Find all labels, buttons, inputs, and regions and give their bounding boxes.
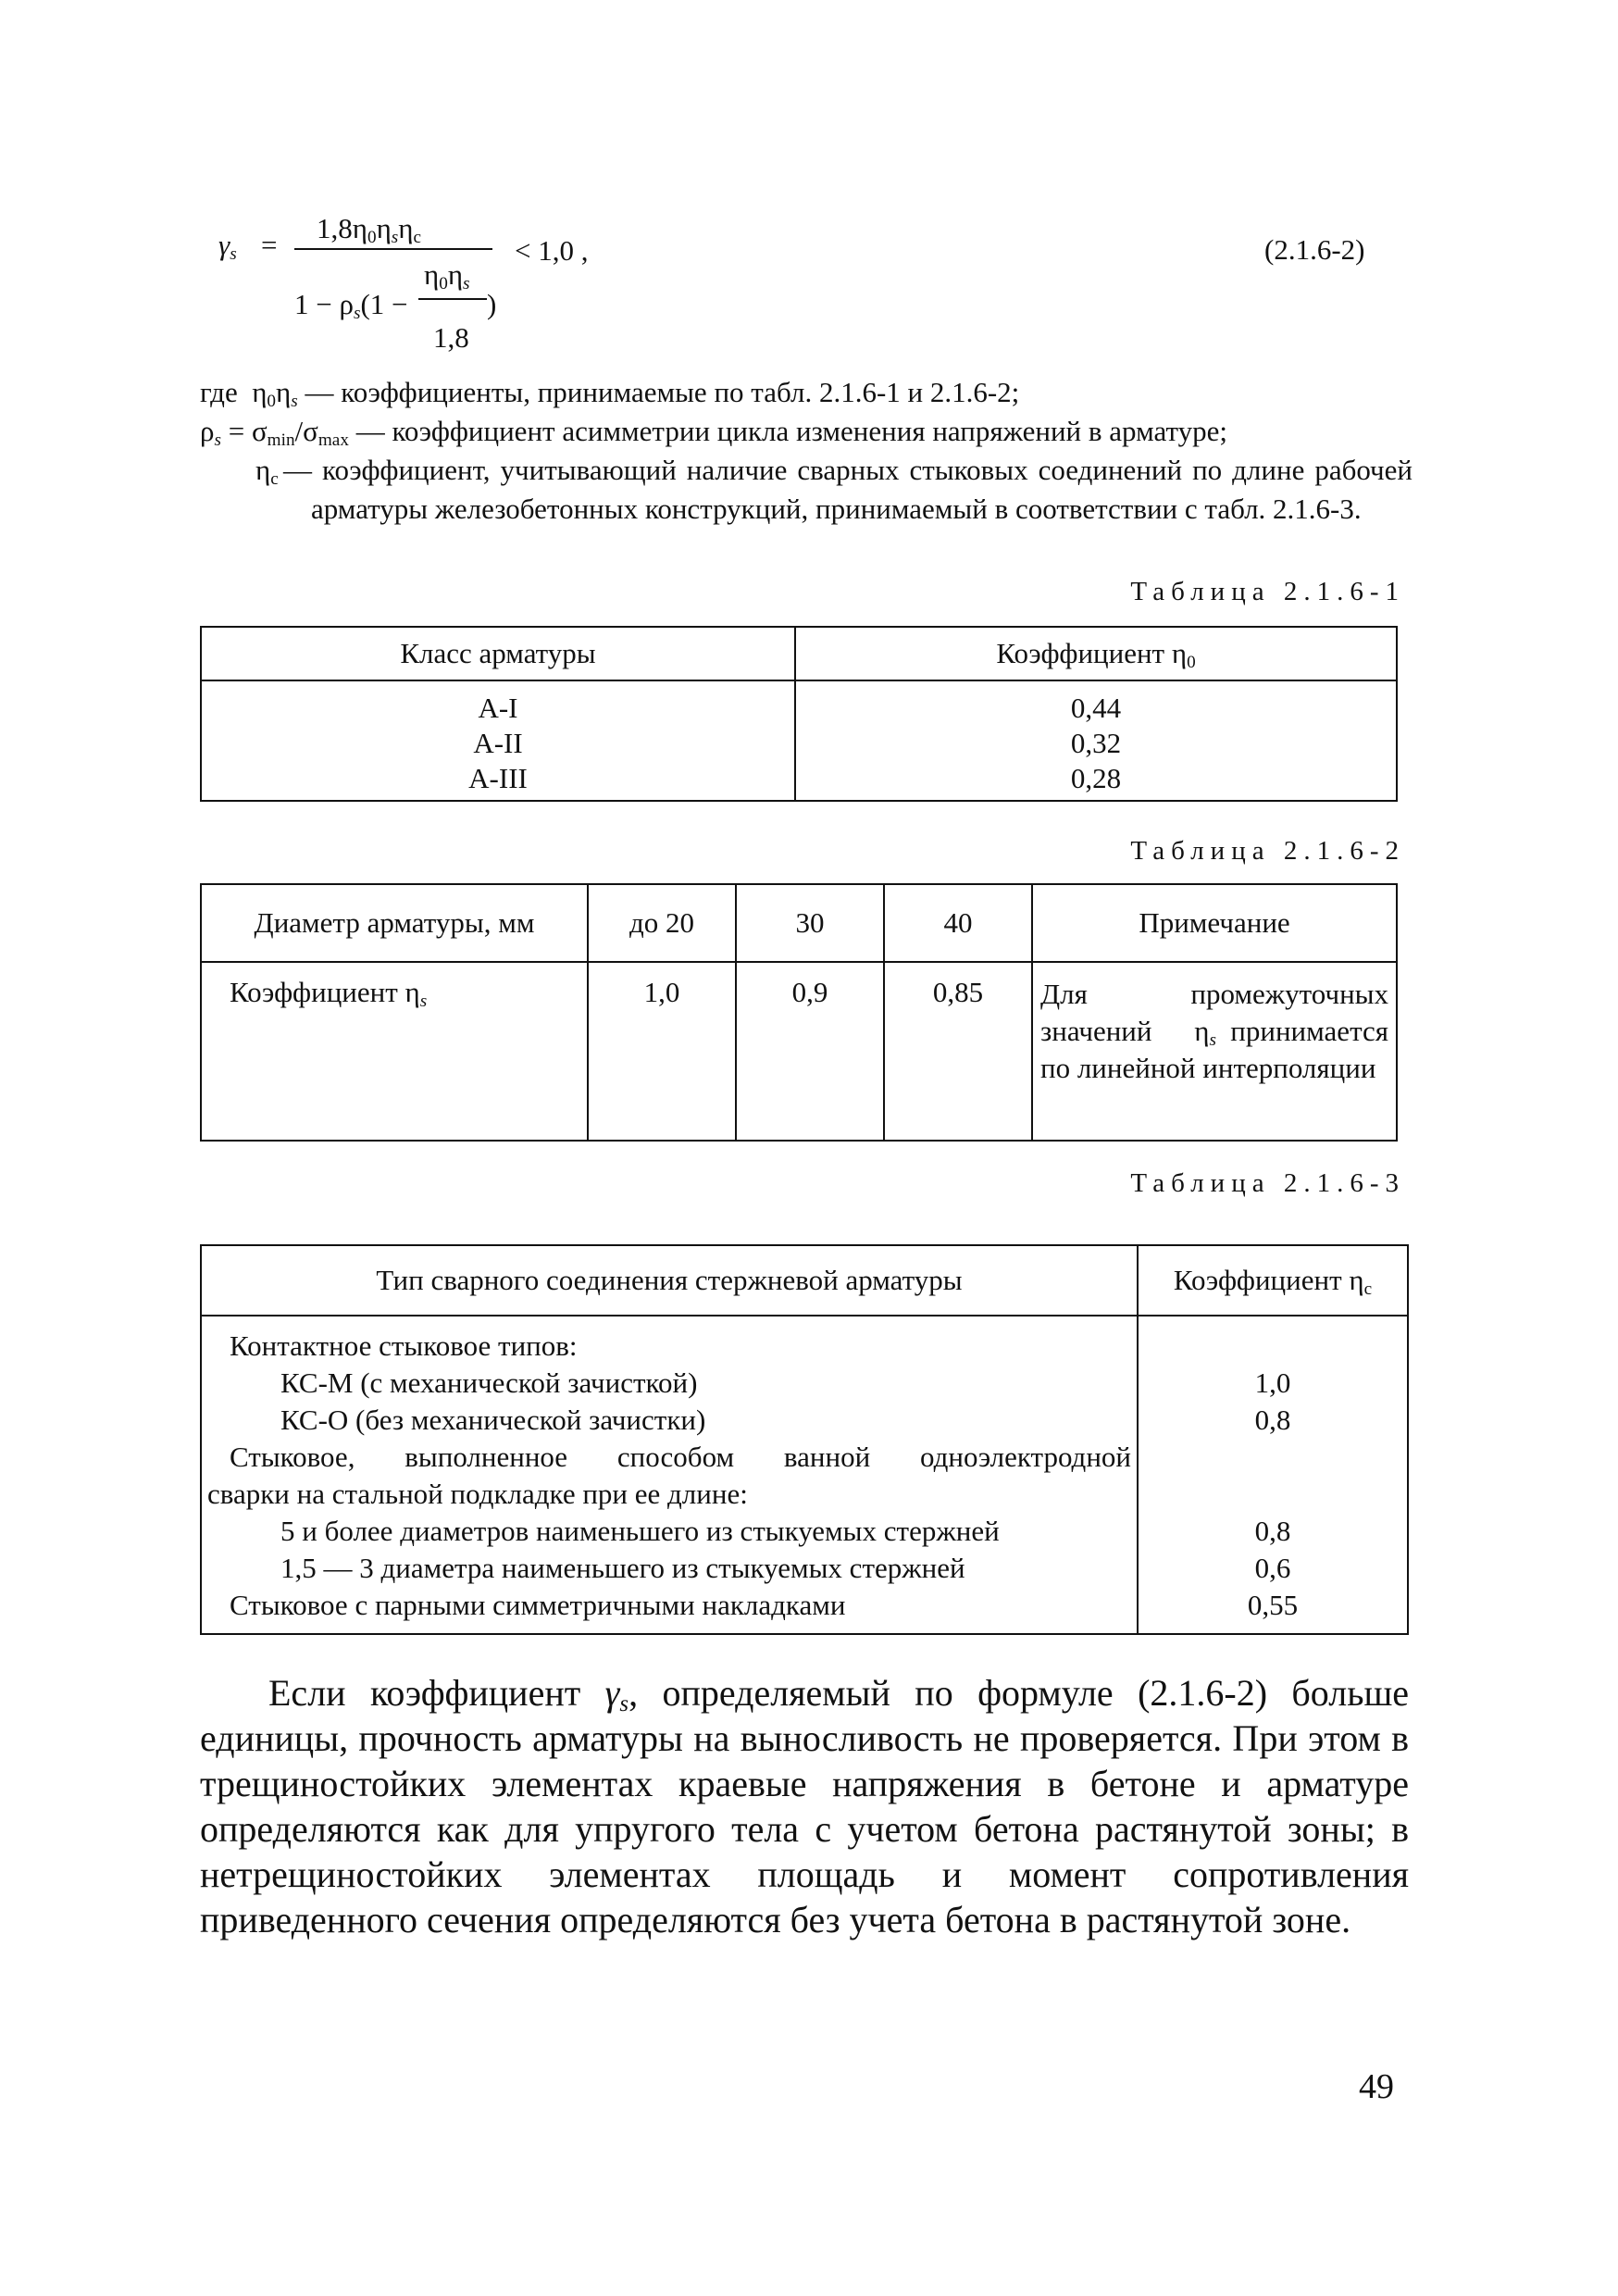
- table2-value: 0,9: [736, 962, 884, 1141]
- table2-header-note: Примечание: [1032, 884, 1397, 962]
- table3-coef: [1139, 1328, 1407, 1365]
- formula-numerator: $1,8\eta_0\eta_s\eta_c$: [317, 212, 422, 247]
- inner-numerator: $\eta_0\eta_s$: [424, 258, 470, 293]
- table3-types-cell: [201, 1316, 1138, 1634]
- table2-header-40: 40: [884, 884, 1032, 962]
- table2-header-upto20: до 20: [588, 884, 736, 962]
- table3-coefs-cell: [1138, 1316, 1408, 1634]
- table3-row: 1,5 — 3 диаметра наименьшего из стыкуемых стержней: [280, 1552, 965, 1584]
- table3-row: Контактное стыковое типов:: [230, 1329, 578, 1362]
- table3-row: Стыковое с парными симметричными накладками: [230, 1589, 846, 1621]
- table3-row: 5 и более диаметров наименьшего из стыкуемых стержней: [280, 1515, 1000, 1547]
- table2-note: Для промежуточных значений $\eta_s$ принимается по линейной интерполяции: [1032, 962, 1397, 1141]
- table1-classes-cell: [201, 680, 795, 801]
- formula-eq: =: [261, 229, 278, 261]
- body-paragraph: Если коэффициент $\gamma_s$, определяемый по формуле (2.1.6-2) больше единицы, прочность арматуры на выносливость не проверяется. При этом в трещиностойких элементах краевые напряжения в бетоне и арматуре определяются как для упругого тела с учетом бетона растянутой зоны; в нетрещиностойких элементах площадь и момент сопротивления приведенного сечения определяются без учета бетона в растянутой зоне.: [200, 1672, 1410, 1940]
- table2-header-diameter: Диаметр арматуры, мм: [201, 884, 588, 962]
- table1-coef: 0,28: [1070, 762, 1122, 794]
- definition-line-2: $\rho_s = \sigma_{min}/\sigma_{max}$ — коэффициент асимметрии цикла изменения напряжений в арматуре;: [200, 415, 1227, 450]
- table-2-1-6-1: [200, 626, 1398, 802]
- formula-rhs: < 1,0 ,: [515, 234, 589, 267]
- definition-3-symbol: $\eta_c$: [255, 454, 279, 489]
- denominator: $1 - \rho_s(1$ −: [294, 288, 408, 323]
- table3-row: Стыковое, выполненное способом ванной одноэлектродной: [230, 1441, 1131, 1473]
- table3-coef: 0,8: [1254, 1515, 1291, 1547]
- table1-class: А-II: [473, 727, 523, 759]
- formula-lhs: $\gamma_s$: [218, 229, 237, 264]
- table1-header-class: Класс арматуры: [201, 627, 795, 680]
- table1-coefs-cell: [795, 680, 1397, 801]
- table1-coef: 0,32: [1070, 727, 1122, 759]
- inner-fraction-line: [418, 298, 487, 300]
- table3-row: КС-О (без механической зачистки): [280, 1404, 706, 1436]
- table3-coef: 0,55: [1247, 1589, 1299, 1621]
- table1-coef: 0,44: [1070, 692, 1122, 724]
- table3-row: сварки на стальной подкладке при ее длине:: [207, 1478, 748, 1510]
- table3-caption: Таблица 2.1.6-3: [1130, 1168, 1405, 1198]
- table3-row: КС-М (с механической зачисткой): [280, 1366, 698, 1399]
- main-fraction-line: [294, 248, 492, 250]
- table1-caption: Таблица 2.1.6-1: [1130, 577, 1405, 606]
- table3-header-coef: Коэффициент $\eta_c$: [1138, 1245, 1408, 1316]
- table2-row-label: Коэффициент $\eta_s$: [201, 962, 588, 1141]
- table-2-1-6-3: [200, 1244, 1409, 1635]
- page-number: 49: [1359, 2067, 1394, 2106]
- table1-class: А-I: [478, 692, 518, 724]
- denominator-close: ): [487, 288, 497, 320]
- inner-denominator: 1,8: [433, 321, 469, 354]
- table2-value: 1,0: [588, 962, 736, 1141]
- formula-number: (2.1.6-2): [1264, 233, 1365, 266]
- table-2-1-6-2: [200, 883, 1398, 1142]
- definition-line-1: где $\eta_0\eta_s$ — коэффициенты, принимаемые по табл. 2.1.6-1 и 2.1.6-2;: [200, 376, 1020, 411]
- table2-header-30: 30: [736, 884, 884, 962]
- table3-coef: 0,8: [1254, 1404, 1291, 1436]
- table2-value: 0,85: [884, 962, 1032, 1141]
- table2-caption: Таблица 2.1.6-2: [1130, 836, 1405, 866]
- table3-coef: [1139, 1439, 1407, 1476]
- table1-class: А-III: [468, 762, 528, 794]
- table3-coef: [1139, 1476, 1407, 1513]
- table3-coef: 1,0: [1254, 1366, 1291, 1399]
- table1-header-coef: Коэффициент $\eta_0$: [795, 627, 1397, 680]
- table3-header-type: Тип сварного соединения стержневой арматуры: [201, 1245, 1138, 1316]
- definition-line-3: — коэффициент, учитывающий наличие сварных стыковых соединений по длине рабочей арматуры железобетонных конструкций, принимаемый в соответствии с табл. 2.1.6-3.: [283, 454, 1413, 525]
- table3-coef: 0,6: [1254, 1552, 1291, 1584]
